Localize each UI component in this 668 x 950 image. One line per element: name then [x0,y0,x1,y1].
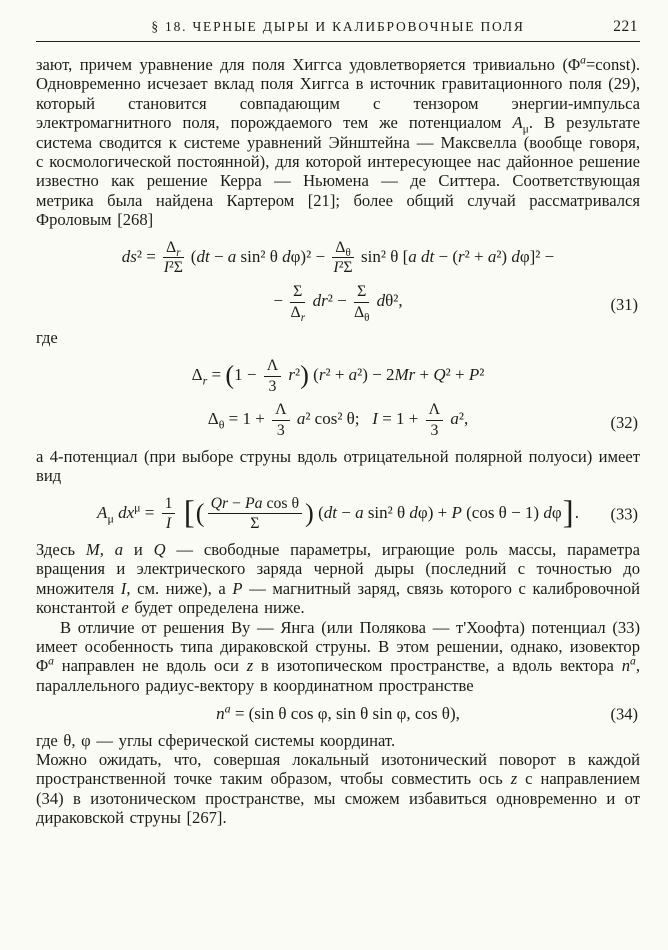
equation-33-line: $A_\mu$ $dx^\mu$ = $\frac{1}{I}$ [( $\frac{\text{Qr − Pa cos θ}}{\Sigma}$ ) (dt − a sin² θ dφ) + P (cos θ − 1) dφ]. [97,493,579,533]
where-label: где [36,328,58,348]
equation-31-number: (31) [610,295,638,315]
equation-33 [36,492,640,536]
equation-32-number: (32) [610,413,638,433]
paragraph-conclusion: Можно ожидать, что, совершая локальный изотонический поворот в каждой пространственной точке таким образом, чтобы совместить ось z с направлением (34) в изотоническом пространстве, мы сможем избавиться одновременно и от дираковской струны [267]. [36,749,640,828]
equation-34-line: $n^a = (\sin$ θ cos φ, sin θ sin φ, cos θ), [216,701,460,724]
page-body [36,55,640,828]
equation-34-number: (34) [610,704,638,724]
equation-32 [36,354,640,443]
paragraph-potential: а 4-потенциал (при выборе струны вдоль отрицательной полярной полуоси) имеет вид [36,446,640,486]
paragraph-parameters: Здесь M, a и Q — свободные параметры, играющие роль массы, параметра вращения и электрического заряда черной дыры (последний с точностью до множителя I, см. ниже), а P — магнитный заряд, связь которого с калибровочной константой e будет определена ниже. [36,539,641,618]
page-number: 221 [613,18,638,35]
equation-32-line1: $\Delta_r = (1$ − $\frac{\Lambda}{3}$ r²) (r² + a²) − 2Mr + Q² + P² [191,356,485,395]
equation-31 [36,236,640,325]
paragraph-angles: где θ, φ — углы сферической системы координат. [36,730,396,750]
equation-31-line2: − $\frac{\Sigma}{\Delta_r}$ dr² − $\frac{\Sigma}{\Delta_\theta}$ dθ², [273,283,403,324]
equation-32-line2: $\Delta_\theta = 1$ + $\frac{\Lambda}{3}$ a² cos² θ; I = 1 + $\frac{\Lambda}{3}$ a², [207,401,469,439]
equation-33-number: (33) [610,504,638,523]
equation-34 [36,701,640,726]
section-title: § 18. ЧЕРНЫЕ ДЫРЫ И КАЛИБРОВОЧНЫЕ ПОЛЯ [151,19,525,34]
page-header [36,18,640,42]
header-rule [36,41,640,42]
paragraph-wu-yang: В отличие от решения Ву — Янга (или Полякова — т'Хоофта) потенциал (33) имеет особенность типа дираковской струны. В этом решении, однако, изовектор $\Phi^a$ направлен не вдоль оси z в изотопическом пространстве, а вдоль вектора $n^a$, параллельного радиус-вектору в координатном пространстве [36,617,640,695]
header-row [36,18,640,38]
equation-31-line1: ds² = $\frac{\Delta_r}{\text{I²Σ}}$ (dt − a sin² θ dφ)² − $\frac{\Delta_\theta}{\text{I²Σ}}$ sin² θ [a dt − (r² + a²) dφ]² − [121,238,555,277]
paragraph-intro: зают, причем уравнение для поля Хиггса удовлетворяется тривиально $(\Phi^a=const)$. Одновременно исчезает вклад поля Хиггса в источник гравитационного поля (29), который становится совпадающим с тензором энергии-импульса электромагнитного поля, порождаемого тем же потенциалом $A_\mu$. В результате система сводится к системе уравнений Эйнштейна — Максвелла (вообще говоря, с космологической постоянной), для которой интересующее нас дайонное решение известно как решение Керра — Ньюмена — де Ситтера. Соответствующая метрика была найдена Картером [21]; более общий случай рассматривался Фроловым [268] [36,53,641,230]
